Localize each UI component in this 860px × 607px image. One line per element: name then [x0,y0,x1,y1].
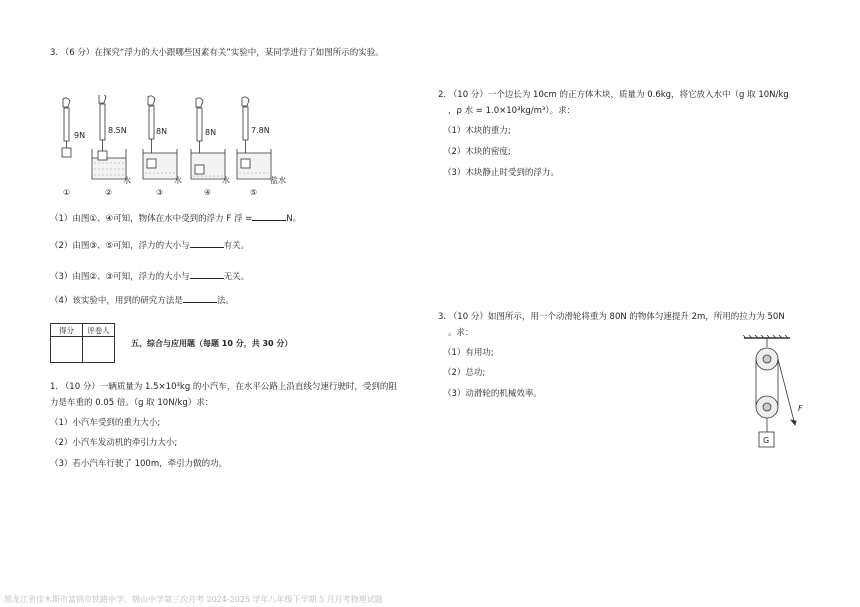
force-label: 9N [74,131,86,140]
force-label: 8N [156,127,168,136]
buoyancy-experiment-figure [50,95,315,195]
liquid-label: 盐水 [270,176,286,185]
section-title: 五、综合与应用题（每题 10 分，共 30 分） [131,339,293,348]
q1-sub3: （3）若小汽车行驶了 100m，牵引力做的功。 [50,459,228,469]
q3-part4: （4）该实验中，用到的研究方法是 法。 [50,296,234,306]
answer-blank[interactable] [252,212,286,221]
answer-blank[interactable] [190,270,224,279]
page-footer: 黑龙江省佳木斯市富锦市铁路中学、锦山中学第三次月考 2024-2025 学年八年级下学期 5 月月考物理试题 [4,595,383,604]
q2-sub1: （1）木块的重力; [443,126,511,136]
figure-number: ⑤ [250,188,258,195]
figure-number: ② [105,188,113,195]
q3r-sub2: （2）总功; [443,368,486,378]
liquid-label: 水 [174,176,182,185]
q3-part1: （1）由图①、④可知，物体在水中受到的浮力 F 浮 = N。 [50,214,302,224]
q3r-sub3: （3）动滑轮的机械效率。 [443,389,542,399]
score-cell[interactable] [51,337,83,363]
q3-header: 3. （6 分）在探究“浮力的大小跟哪些因素有关”实验中，某同学进行了如图所示的实验。 [50,48,384,58]
force-label: 7.8N [251,126,270,135]
q1-sub2: （2）小汽车发动机的牵引力大小; [50,438,178,448]
q2-sub3: （3）木块静止时受到的浮力。 [443,168,559,178]
force-f-label: F [798,404,803,413]
q3-part2: （2）由图③、⑤可知，浮力的大小与 有关。 [50,241,250,251]
answer-blank[interactable] [183,294,217,303]
q1-line1: 1. （10 分）一辆质量为 1.5×10³kg 的小汽车，在水平公路上沿直线匀速行驶时，受到的阻 [50,382,397,392]
q2-sub2: （2）木块的密度; [443,147,511,157]
q1-line2: 力是车重的 0.05 倍。（g 取 10N/kg）求： [50,398,214,408]
q2-line1: 2. （10 分）一个边长为 10cm 的正方体木块，质量为 0.6kg，将它放入水中（g 取 10N/kg [438,90,789,100]
force-label: 8.5N [108,126,127,135]
weight-g-label: G [763,436,770,445]
grader-cell[interactable] [83,337,115,363]
q3-part3: （3）由图②、③可知，浮力的大小与 无关。 [50,272,250,282]
pulley-figure [740,335,812,453]
q3r-line1: 3. （10 分）如图所示，用一个动滑轮将重为 80N 的物体匀速提升 2m，所用的拉力为 50N [438,312,785,322]
q3r-sub1: （1）有用功; [443,348,494,358]
liquid-label: 水 [222,176,230,185]
q1-sub1: （1）小汽车受到的重力大小; [50,418,161,428]
figure-number: ③ [156,188,164,195]
q3r-line2: 。求： [448,328,474,338]
grader-header: 评卷人 [83,324,115,337]
score-header: 得分 [51,324,83,337]
force-label: 8N [205,128,217,137]
score-table [50,323,115,363]
figure-number: ① [63,188,71,195]
answer-blank[interactable] [190,239,224,248]
q2-line2: ，ρ 水 = 1.0×10³kg/m³）。求： [448,106,576,116]
liquid-label: 水 [123,176,131,185]
figure-number: ④ [204,188,212,195]
